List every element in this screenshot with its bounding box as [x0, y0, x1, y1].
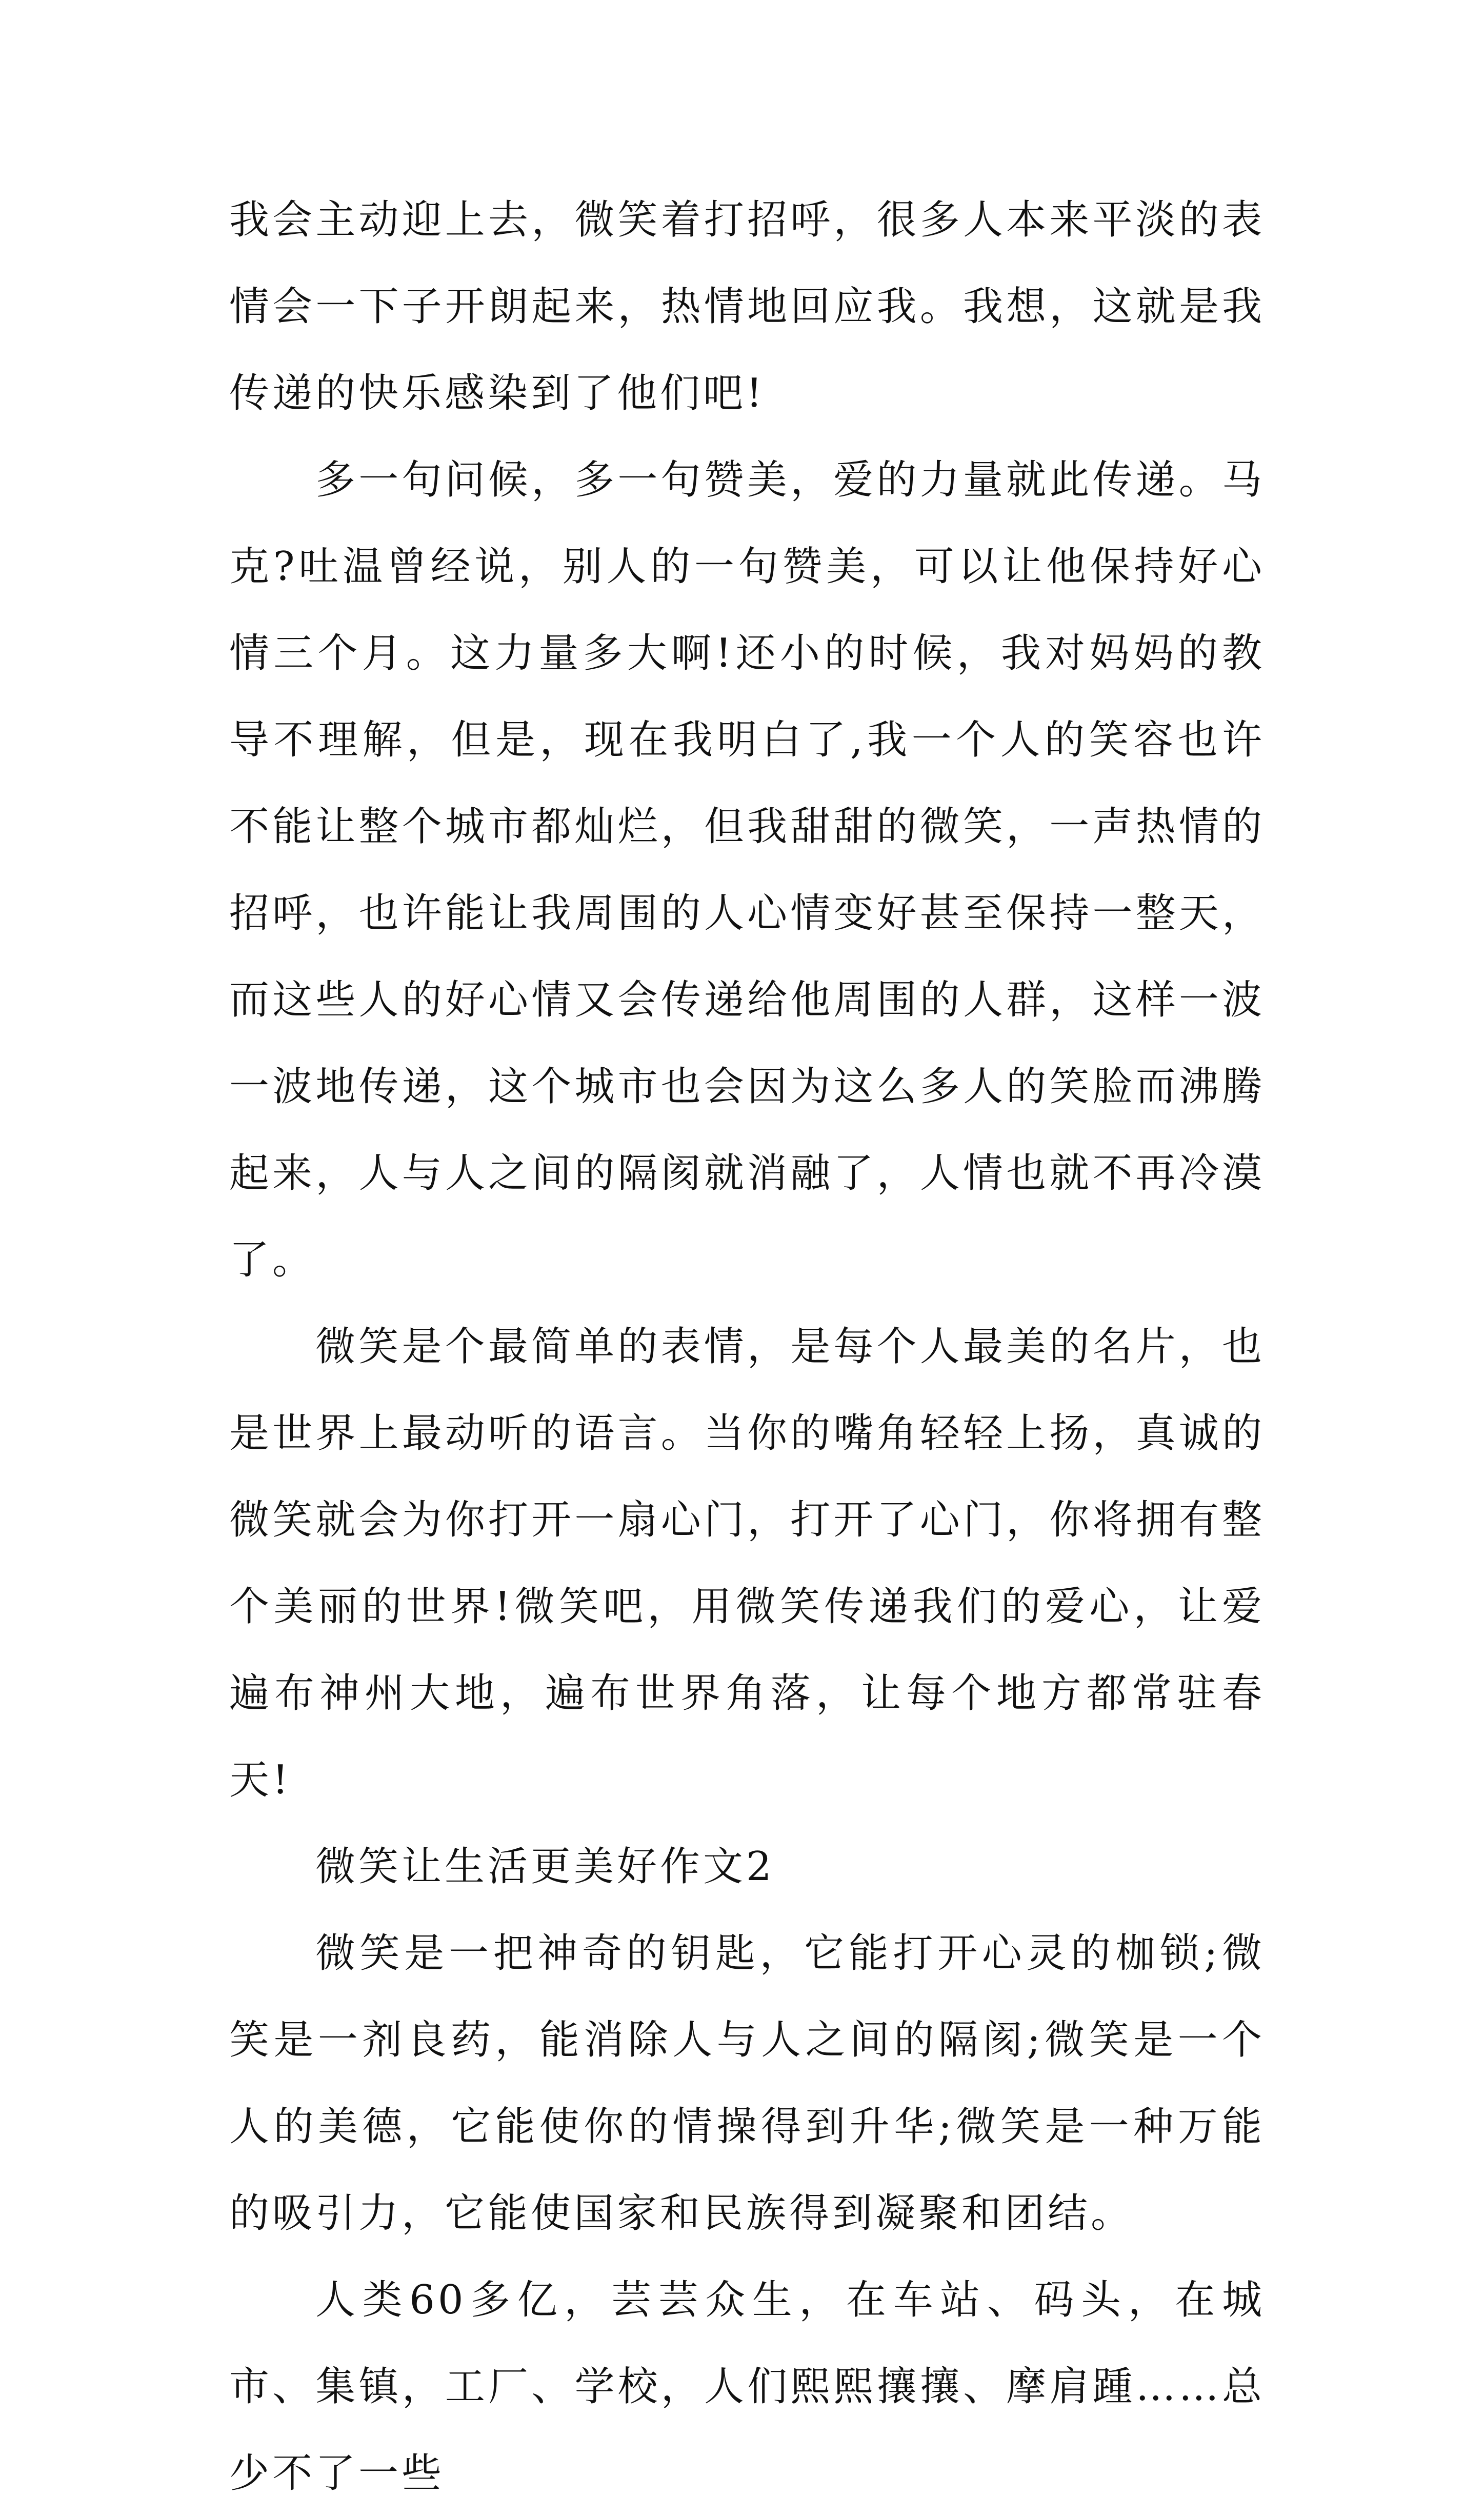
paragraph: 微笑是个最简单的表情，是每个人最美的名片，也是世界上最动听的语言。当你的嘴角轻轻上扬，真诚的微笑就会为你打开一扇心门，打开了心门，你将拥有整个美丽的世界!微笑吧，用微笑传递我们的爱心，让爱遍布神州大地，遍布世界角落，让每个地方都常驻春天!	[229, 1324, 1265, 1803]
paragraph: 人类60多亿，芸芸众生，在车站、码头，在城市、集镇，工厂、学校，人们熙熙攘攘、摩肩踵……总少不了一些	[229, 2277, 1265, 2496]
section-heading: 微笑让生活更美好作文2	[315, 1844, 775, 1890]
paragraph: 微笑是一把神奇的钥匙，它能打开心灵的枷锁;微笑是一剂良药，能消除人与人之间的隔阂;微笑是一个人的美德，它能使你的情操得到升华;微笑是一种万能的吸引力，它能使国家和民族得到凝聚和团结。	[229, 1930, 1265, 2236]
paragraph: 我会主动迎上去，微笑着打招呼，很多人本来平淡的表情会一下子开朗起来，热情地回应我。我想，这就是我传递的快乐感染到了他们吧!	[229, 197, 1265, 416]
paragraph: 多一句问候，多一句赞美，爱的力量就此传递。马克?吐温曾经说，别人的一句赞美，可以让他保持好心情三个月。这力量多大啊!还小的时候，我对妈妈的教导不理解，但是，现在我明白了,我一个人的笑容也许不能让整个城市都灿烂，但我甜甜的微笑，一声热情的招呼，也许能让我周围的人心情变好甚至保持一整天，而这些人的好心情又会传递给他周围的人群，这样一波一波地传递，这个城市也会因为这么多人的笑脸而沸腾起来，人与人之间的隔阂就消融了，人情也就不再冷漠了。	[229, 457, 1265, 1283]
document-body	[229, 177, 1265, 2517]
